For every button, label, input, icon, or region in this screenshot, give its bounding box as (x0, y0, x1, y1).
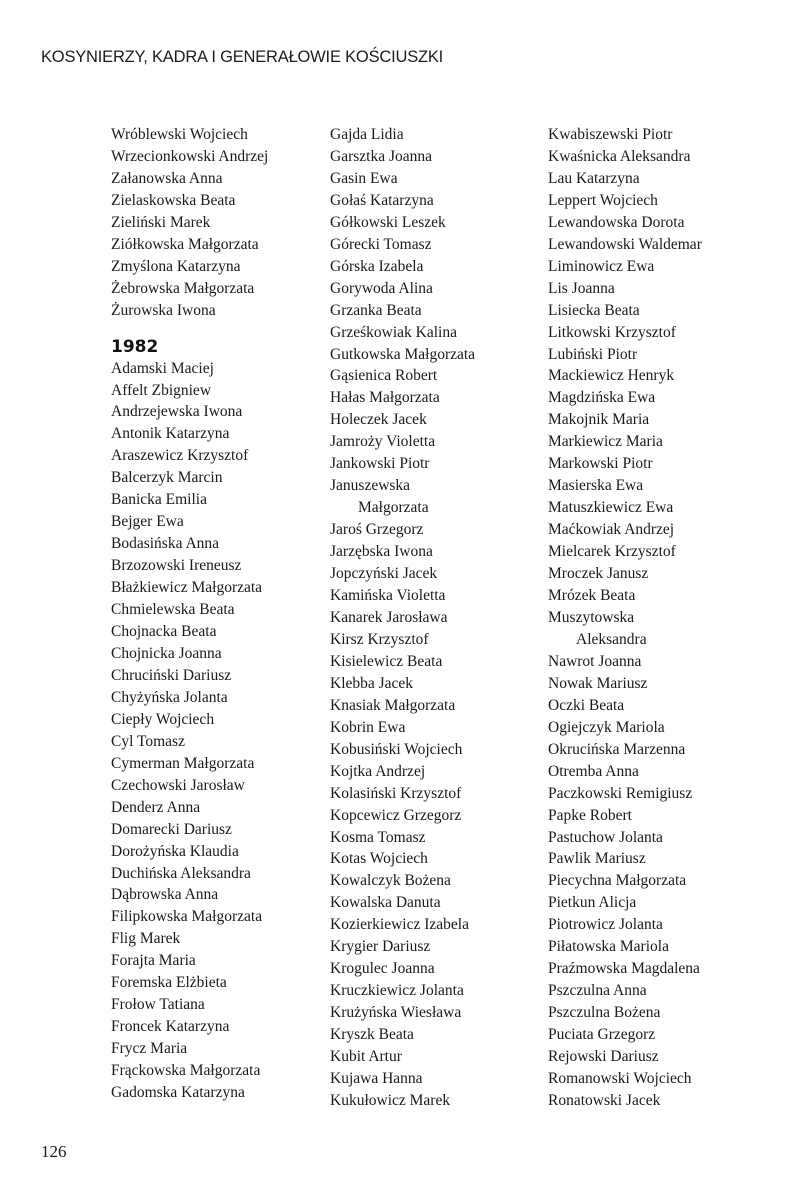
name-entry: Nowak Mariusz (548, 674, 648, 692)
name-column-2 (330, 124, 540, 1112)
name-entry: Krygier Dariusz (330, 938, 431, 956)
name-entry: Kopcewicz Grzegorz (330, 806, 462, 824)
name-entry: Kosma Tomasz (330, 828, 426, 846)
name-entry: Brzozowski Ireneusz (111, 557, 242, 575)
name-entry: Pietkun Alicja (548, 894, 637, 912)
name-entry: Puciata Grzegorz (548, 1026, 656, 1044)
name-entry: Kotas Wojciech (330, 850, 428, 868)
name-entry: Markowski Piotr (548, 455, 653, 473)
name-entry: Otremba Anna (548, 762, 639, 780)
name-entry: Chruciński Dariusz (111, 666, 232, 684)
name-entry: Piłatowska Mariola (548, 938, 669, 956)
name-entry: Kobrin Ewa (330, 718, 406, 736)
name-entry: Bejger Ewa (111, 513, 184, 531)
name-entry: Praźmowska Magdalena (548, 960, 700, 978)
name-entry: Wróblewski Wojciech (111, 126, 248, 143)
name-entry: Foremska Elżbieta (111, 974, 227, 992)
name-entry: Żebrowska Małgorzata (111, 279, 255, 297)
name-entry: Duchińska Aleksandra (111, 864, 251, 882)
name-list-1982 (111, 358, 321, 1104)
name-entry: Błażkiewicz Małgorzata (111, 579, 263, 597)
name-entry: Forajta Maria (111, 952, 196, 970)
name-entry: Górska Izabela (330, 257, 424, 275)
name-entry: Leppert Wojciech (548, 191, 658, 209)
name-entry: Ogiejczyk Mariola (548, 718, 665, 736)
name-entry: Pawlik Mariusz (548, 850, 646, 868)
name-entry: Magdzińska Ewa (548, 389, 656, 407)
name-entry: Jarzębska Iwona (330, 543, 433, 561)
name-entry: Balcerzyk Marcin (111, 469, 223, 487)
name-entry: Lau Katarzyna (548, 169, 640, 187)
name-entry: Flig Marek (111, 930, 181, 948)
name-entry: Paczkowski Remigiusz (548, 784, 693, 802)
name-entry: Chojnicka Joanna (111, 644, 222, 662)
name-entry: Mackiewicz Henryk (548, 367, 675, 385)
name-entry: Lis Joanna (548, 279, 615, 297)
name-entry: Załanowska Anna (111, 169, 223, 187)
name-entry: Ciepły Wojciech (111, 710, 215, 728)
name-entry: Jopczyński Jacek (330, 565, 438, 583)
name-entry: Makojnik Maria (548, 411, 650, 429)
name-entry: Żurowska Iwona (111, 301, 216, 319)
name-entry: Mroczek Janusz (548, 565, 649, 583)
name-entry: Lubiński Piotr (548, 345, 638, 363)
name-entry: Lisiecka Beata (548, 301, 640, 319)
name-entry: Kowalska Danuta (330, 894, 441, 912)
name-entry: Kozierkiewicz Izabela (330, 916, 469, 934)
year-heading: 1982 (111, 336, 159, 357)
name-entry: Jaroś Grzegorz (330, 521, 424, 539)
name-entry: Antonik Katarzyna (111, 425, 230, 443)
name-entry: Garsztka Joanna (330, 147, 432, 165)
name-entry: Dąbrowska Anna (111, 886, 219, 904)
name-entry: Wrzecionkowski Andrzej (111, 147, 269, 165)
name-column-3 (548, 124, 798, 1112)
name-entry: Hałas Małgorzata (330, 389, 440, 407)
name-entry: Andrzejewska Iwona (111, 403, 243, 421)
name-entry: Grzanka Beata (330, 301, 422, 319)
page-number: 126 (41, 1142, 67, 1161)
name-entry: Kojtka Andrzej (330, 762, 426, 780)
name-entry: Maćkowiak Andrzej (548, 521, 675, 539)
name-entry: Froncek Katarzyna (111, 1018, 230, 1036)
name-entry: Mrózek Beata (548, 587, 636, 605)
name-entry: Chojnacka Beata (111, 623, 217, 641)
name-entry: Piotrowicz Jolanta (548, 916, 663, 934)
name-entry: Frołow Tatiana (111, 996, 205, 1014)
name-entry: Araszewicz Krzysztof (111, 447, 249, 465)
name-entry: Gajda Lidia (330, 126, 404, 143)
name-entry: Zielaskowska Beata (111, 191, 236, 209)
name-entry: Lewandowska Dorota (548, 213, 685, 231)
name-entry: Holeczek Jacek (330, 411, 427, 429)
name-entry: Markiewicz Maria (548, 433, 663, 451)
name-entry: Domarecki Dariusz (111, 820, 232, 838)
name-entry: Gasin Ewa (330, 169, 398, 187)
name-entry: Kobusiński Wojciech (330, 740, 463, 758)
name-entry: Filipkowska Małgorzata (111, 908, 263, 926)
name-entry: Jamroży Violetta (330, 433, 436, 451)
name-entry: Gąsienica Robert (330, 367, 438, 385)
name-entry: Cyl Tomasz (111, 732, 185, 750)
name-entry: Kruczkiewicz Jolanta (330, 982, 464, 1000)
name-entry: Czechowski Jarosław (111, 776, 245, 794)
running-header: KOSYNIERZY, KADRA I GENERAŁOWIE KOŚCIUSZKI (41, 48, 444, 66)
name-entry: Ziółkowska Małgorzata (111, 235, 259, 253)
name-entry: Matuszkiewicz Ewa (548, 499, 674, 517)
name-entry: Frycz Maria (111, 1040, 188, 1058)
name-entry: Knasiak Małgorzata (330, 696, 456, 714)
name-entry: Kwabiszewski Piotr (548, 126, 673, 143)
name-entry: Grześkowiak Kalina (330, 323, 457, 341)
name-entry: Ronatowski Jacek (548, 1091, 661, 1109)
name-entry: Krogulec Joanna (330, 960, 435, 978)
name-entry: Pszczulna Bożena (548, 1004, 661, 1022)
name-entry: Mielcarek Krzysztof (548, 543, 676, 561)
name-entry: Liminowicz Ewa (548, 257, 655, 275)
name-entry: Kukułowicz Marek (330, 1091, 451, 1109)
name-entry: Krużyńska Wiesława (330, 1004, 462, 1022)
name-entry: Banicka Emilia (111, 491, 207, 509)
name-entry: Denderz Anna (111, 798, 201, 816)
name-entry: Kisielewicz Beata (330, 652, 443, 670)
name-column-1 (111, 124, 321, 1104)
name-entry: Kwaśnicka Aleksandra (548, 147, 691, 165)
name-entry: Lewandowski Waldemar (548, 235, 702, 253)
name-entry: Piecychna Małgorzata (548, 872, 687, 890)
name-entry: Januszewska (330, 477, 411, 495)
name-entry: Gorywoda Alina (330, 279, 433, 297)
name-entry: Kowalczyk Bożena (330, 872, 451, 890)
name-entry: Kamińska Violetta (330, 587, 446, 605)
name-entry: Chmielewska Beata (111, 601, 235, 619)
name-entry: Aleksandra (576, 630, 647, 648)
name-entry: Gutkowska Małgorzata (330, 345, 476, 363)
name-entry: Gółkowski Leszek (330, 213, 446, 231)
name-entry: Gadomska Katarzyna (111, 1084, 245, 1102)
name-entry: Affelt Zbigniew (111, 381, 212, 399)
name-entry: Gołaś Katarzyna (330, 191, 434, 209)
name-entry: Zmyślona Katarzyna (111, 257, 241, 275)
name-entry: Dorożyńska Klaudia (111, 842, 239, 860)
name-entry: Górecki Tomasz (330, 235, 432, 253)
name-entry: Kirsz Krzysztof (330, 630, 429, 648)
name-list-top (111, 124, 321, 322)
name-entry: Kolasiński Krzysztof (330, 784, 462, 802)
name-entry: Jankowski Piotr (330, 455, 430, 473)
name-entry: Frąckowska Małgorzata (111, 1062, 261, 1080)
name-entry: Kryszk Beata (330, 1026, 414, 1044)
name-entry: Pszczulna Anna (548, 982, 647, 1000)
name-entry: Litkowski Krzysztof (548, 323, 676, 341)
name-entry: Kubit Artur (330, 1048, 402, 1066)
name-entry: Rejowski Dariusz (548, 1048, 659, 1066)
name-entry: Kanarek Jarosława (330, 608, 448, 626)
name-entry: Zieliński Marek (111, 213, 211, 231)
name-entry: Okrucińska Marzenna (548, 740, 686, 758)
name-entry: Adamski Maciej (111, 359, 214, 377)
name-entry: Muszytowska (548, 608, 635, 626)
name-entry: Papke Robert (548, 806, 632, 824)
name-entry: Romanowski Wojciech (548, 1069, 692, 1087)
name-entry: Kujawa Hanna (330, 1069, 423, 1087)
name-entry: Bodasińska Anna (111, 535, 220, 553)
name-entry: Oczki Beata (548, 696, 625, 714)
name-entry: Cymerman Małgorzata (111, 754, 255, 772)
name-entry: Małgorzata (358, 499, 429, 517)
name-entry: Masierska Ewa (548, 477, 644, 495)
name-entry: Chyżyńska Jolanta (111, 688, 228, 706)
name-entry: Klebba Jacek (330, 674, 414, 692)
name-entry: Nawrot Joanna (548, 652, 642, 670)
name-entry: Pastuchow Jolanta (548, 828, 663, 846)
